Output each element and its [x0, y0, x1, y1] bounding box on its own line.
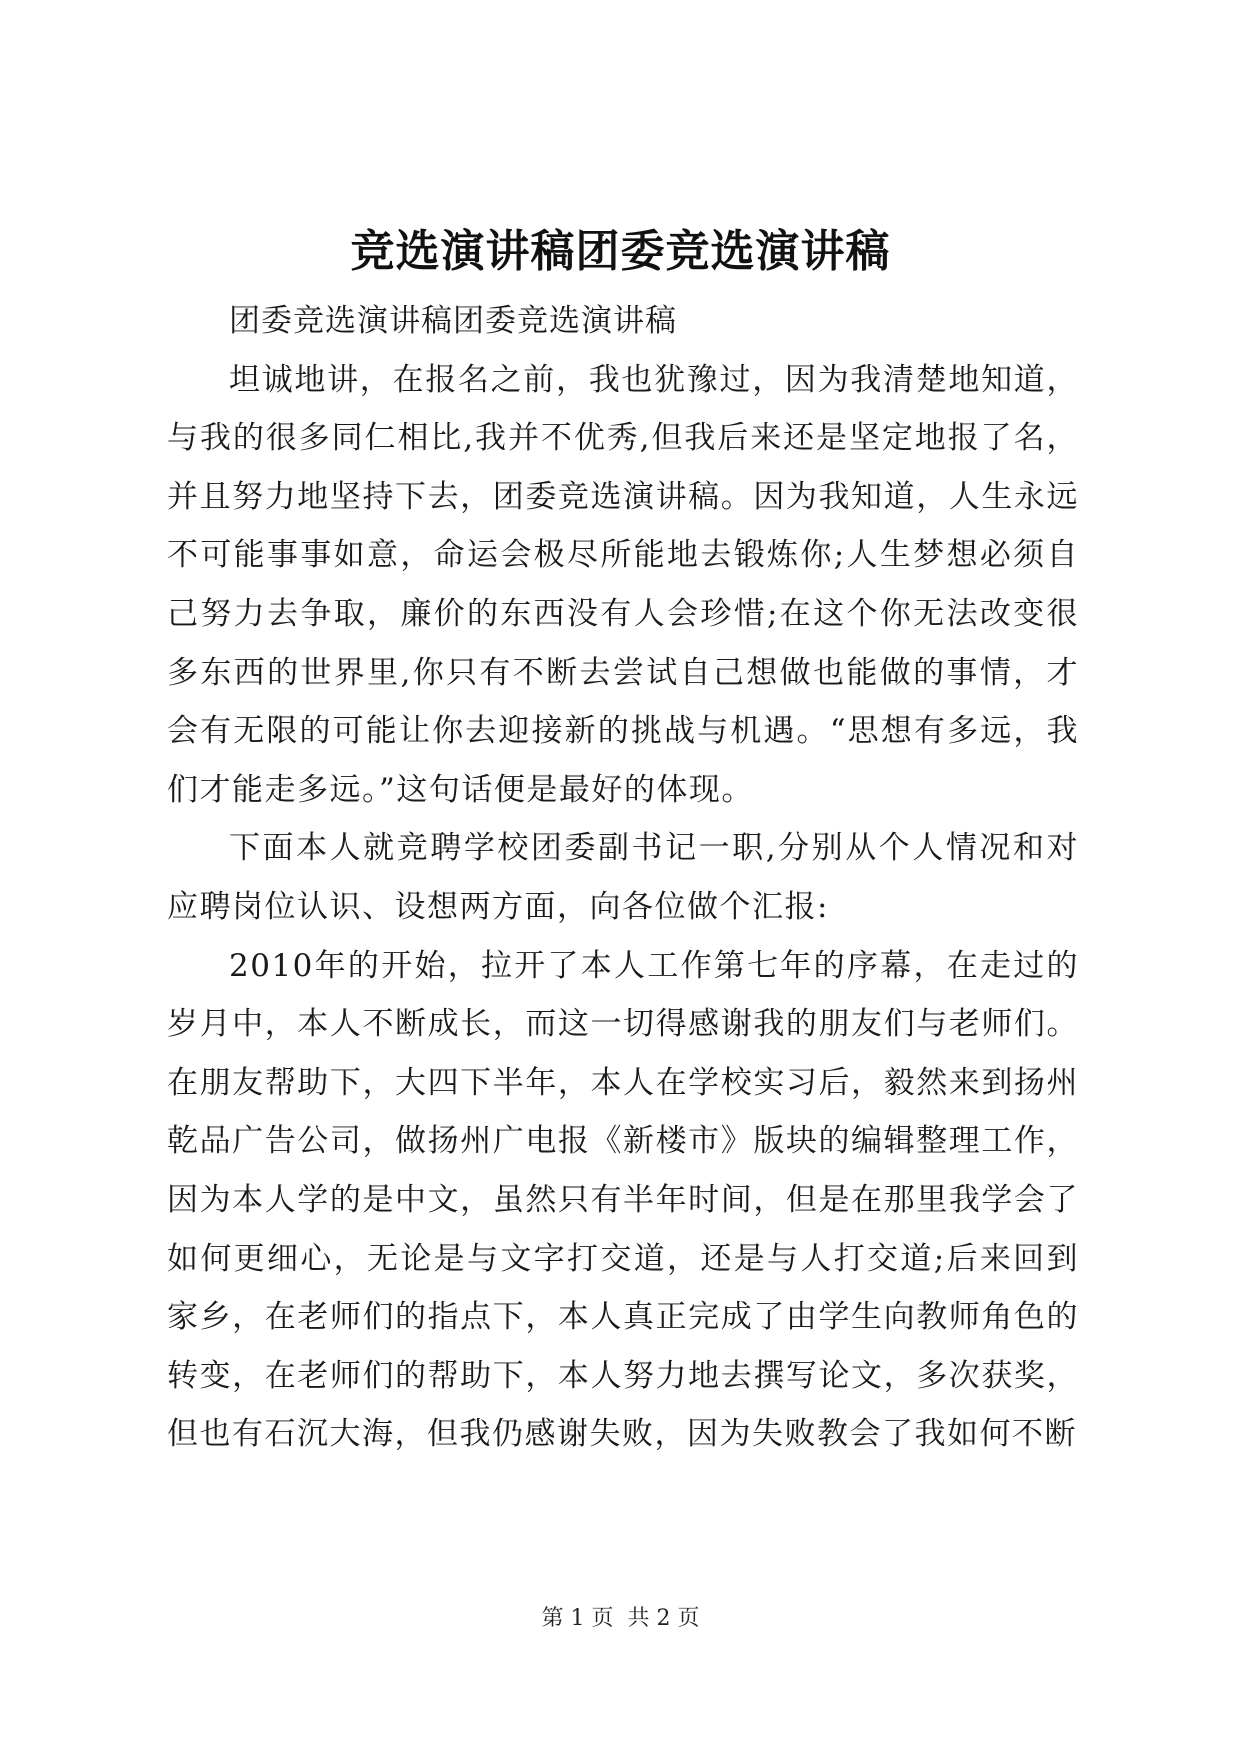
document-body: [167, 292, 1079, 1464]
paragraph-subtitle: 团委竞选演讲稿团委竞选演讲稿: [229, 303, 677, 339]
document-title: 竞选演讲稿团委竞选演讲稿: [350, 226, 891, 277]
paragraph-2: 下面本人就竞聘学校团委副书记一职,分别从个人情况和对应聘岗位认识、设想两方面，向各位做个汇报:: [167, 830, 1079, 925]
paragraph-1: 坦诚地讲，在报名之前，我也犹豫过，因为我清楚地知道，与我的很多同仁相比,我并不优秀,但我后来还是坚定地报了名，并且努力地坚持下去，团委竞选演讲稿。因为我知道，人生永远不可能事事如意，命运会极尽所能地去锻炼你;人生梦想必须自己努力去争取，廉价的东西没有人会珍惜;在这个你无法改变很多东西的世界里,你只有不断去尝试自己想做也能做的事情，才会有无限的可能让你去迎接新的挑战与机遇。“思想有多远，我们才能走多远。”这句话便是最好的体现。: [167, 361, 1079, 808]
paragraph-3: 2010年的开始，拉开了本人工作第七年的序幕，在走过的岁月中，本人不断成长，而这一切得感谢我的朋友们与老师们。在朋友帮助下，大四下半年，本人在学校实习后，毅然来到扬州乾品广告公司，做扬州广电报《新楼市》版块的编辑整理工作，因为本人学的是中文，虽然只有半年时间，但是在那里我学会了如何更细心，无论是与文字打交道，还是与人打交道;后来回到家乡，在老师们的指点下，本人真正完成了由学生向教师角色的转变，在老师们的帮助下，本人努力地去撰写论文，多次获奖，但也有石沉大海，但我仍感谢失败，因为失败教会了我如何不断: [167, 947, 1079, 1453]
page-number-footer: 第 1 页 共 2 页: [541, 1606, 700, 1631]
